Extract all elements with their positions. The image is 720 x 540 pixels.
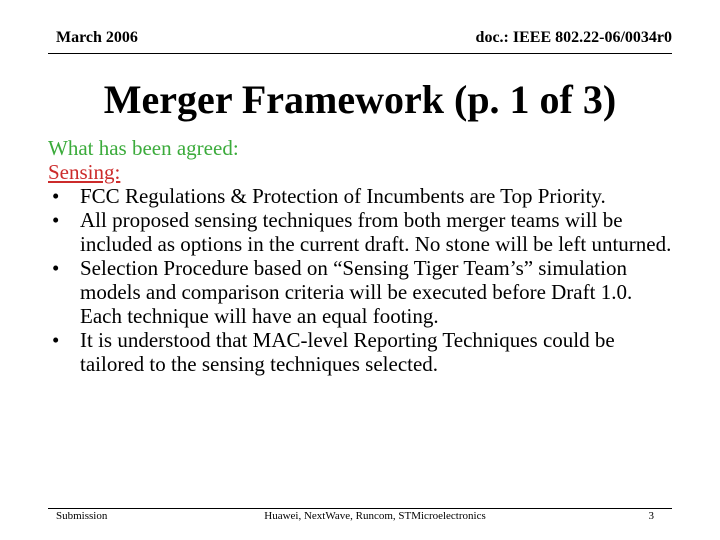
header-date: March 2006 xyxy=(56,29,138,46)
bullet-text: All proposed sensing techniques from both merger teams will be included as options in the current draft. No stone will be left unturned. xyxy=(80,208,672,256)
header-doc-id: doc.: IEEE 802.22-06/0034r0 xyxy=(475,29,672,46)
bullet-item xyxy=(48,208,678,256)
bullet-item xyxy=(48,328,678,376)
bullet-dot-icon: • xyxy=(52,256,60,280)
section-heading-line xyxy=(48,160,678,184)
header-divider xyxy=(48,53,672,54)
bullet-text: Selection Procedure based on “Sensing Tiger Team’s” simulation models and comparison criteria will be executed before Draft 1.0. Each technique will have an equal footing. xyxy=(80,256,633,328)
bullet-dot-icon: • xyxy=(52,208,60,232)
footer-submission: Submission xyxy=(56,510,108,522)
bullet-dot-icon: • xyxy=(52,328,60,352)
bullet-item xyxy=(48,256,678,328)
footer-divider xyxy=(48,508,672,509)
slide-title: Merger Framework (p. 1 of 3) xyxy=(103,77,617,122)
bullet-list xyxy=(48,184,678,376)
bullet-text: It is understood that MAC-level Reporting Techniques could be tailored to the sensing techniques selected. xyxy=(80,328,615,376)
bullet-text: FCC Regulations & Protection of Incumbents are Top Priority. xyxy=(80,184,606,208)
slide-body xyxy=(48,136,678,376)
footer-page-number: 3 xyxy=(648,510,654,522)
bullet-item xyxy=(48,184,678,208)
bullet-dot-icon: • xyxy=(52,184,60,208)
agreed-heading: What has been agreed: xyxy=(48,136,239,160)
section-heading: Sensing: xyxy=(48,160,121,184)
footer-authors: Huawei, NextWave, Runcom, STMicroelectronics xyxy=(264,510,486,522)
